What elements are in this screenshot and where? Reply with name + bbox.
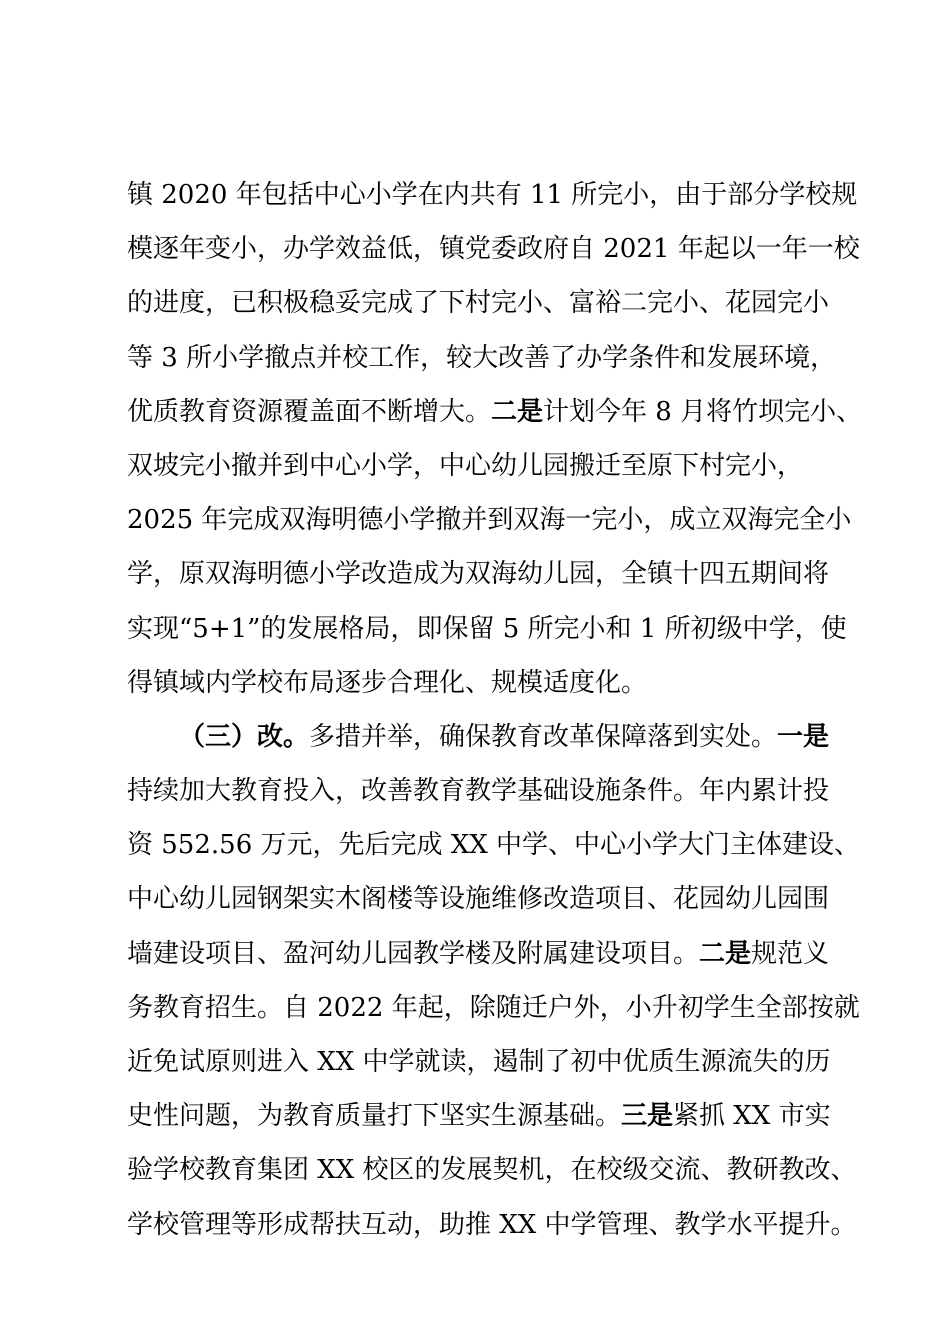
text-segment: 务教育招生。自 2022 年起，除随迁户外，小升初学生全部按就 xyxy=(127,992,860,1023)
text-line xyxy=(127,656,867,710)
text-line xyxy=(127,1089,867,1143)
text-line xyxy=(127,331,867,385)
text-segment: 双坡完小撤并到中心小学，中心幼儿园搬迁至原下村完小， xyxy=(127,450,804,481)
paragraph-heading-line xyxy=(127,710,867,764)
text-segment: 多措并举，确保教育改革保障落到实处。 xyxy=(309,721,778,752)
bold-text-segment: 三是 xyxy=(621,1101,674,1132)
text-segment: 计划今年 8 月将竹坝完小、 xyxy=(543,396,863,427)
body-text xyxy=(127,168,867,1252)
text-segment: 资 552.56 万元，先后完成 XX 中学、中心小学大门主体建设、 xyxy=(127,830,861,861)
text-segment: 得镇域内学校布局逐步合理化、规模适度化。 xyxy=(127,667,648,698)
bold-text-segment: （三）改。 xyxy=(179,721,310,752)
text-segment: 学校管理等形成帮扶互动，助推 XX 中学管理、教学水平提升。 xyxy=(127,1209,857,1240)
text-segment: 史性问题，为教育质量打下坚实生源基础。 xyxy=(127,1101,622,1132)
text-line xyxy=(127,872,867,926)
text-segment: 规范义 xyxy=(751,938,830,969)
text-segment: 2025 年完成双海明德小学撤并到双海一完小，成立双海完全小 xyxy=(127,505,852,536)
text-segment: 墙建设项目、盈河幼儿园教学楼及附属建设项目。 xyxy=(127,938,700,969)
text-line xyxy=(127,927,867,981)
text-line xyxy=(127,493,867,547)
text-segment: 实现“5+1”的发展格局，即保留 5 所完小和 1 所初级中学，使 xyxy=(127,613,847,644)
text-segment: 验学校教育集团 XX 校区的发展契机，在校级交流、教研教改、 xyxy=(127,1155,857,1186)
text-segment: 近免试原则进入 XX 中学就读，遏制了初中优质生源流失的历 xyxy=(127,1047,831,1077)
text-line xyxy=(127,602,867,656)
bold-text-segment: 二是 xyxy=(699,938,752,969)
text-segment: 中心幼儿园钢架实木阁楼等设施维修改造项目、花园幼儿园围 xyxy=(127,884,830,915)
bold-text-segment: 二是 xyxy=(491,396,544,427)
bold-text-segment: 一是 xyxy=(777,721,830,752)
text-line xyxy=(127,1198,867,1252)
text-line xyxy=(127,222,867,276)
text-segment: 紧抓 XX 市实 xyxy=(673,1101,831,1132)
text-line xyxy=(127,385,867,439)
text-line xyxy=(127,818,867,872)
text-line xyxy=(127,168,867,222)
text-segment: 镇 2020 年包括中心小学在内共有 11 所完小，由于部分学校规 xyxy=(127,180,858,210)
text-segment: 优质教育资源覆盖面不断增大。 xyxy=(127,396,492,427)
text-segment: 的进度，已积极稳妥完成了下村完小、富裕二完小、花园完小 xyxy=(127,288,830,319)
text-segment: 模逐年变小，办学效益低，镇党委政府自 2021 年起以一年一校 xyxy=(127,234,860,265)
text-segment: 等 3 所小学撤点并校工作，较大改善了办学条件和发展环境， xyxy=(127,342,837,373)
text-segment: 持续加大教育投入，改善教育教学基础设施条件。年内累计投 xyxy=(127,776,830,807)
text-line xyxy=(127,547,867,601)
text-line xyxy=(127,439,867,493)
text-segment: 学，原双海明德小学改造成为双海幼儿园，全镇十四五期间将 xyxy=(127,559,830,590)
text-line xyxy=(127,764,867,818)
text-line xyxy=(127,1035,867,1089)
text-line xyxy=(127,276,867,330)
text-line xyxy=(127,1143,867,1197)
text-line xyxy=(127,981,867,1035)
